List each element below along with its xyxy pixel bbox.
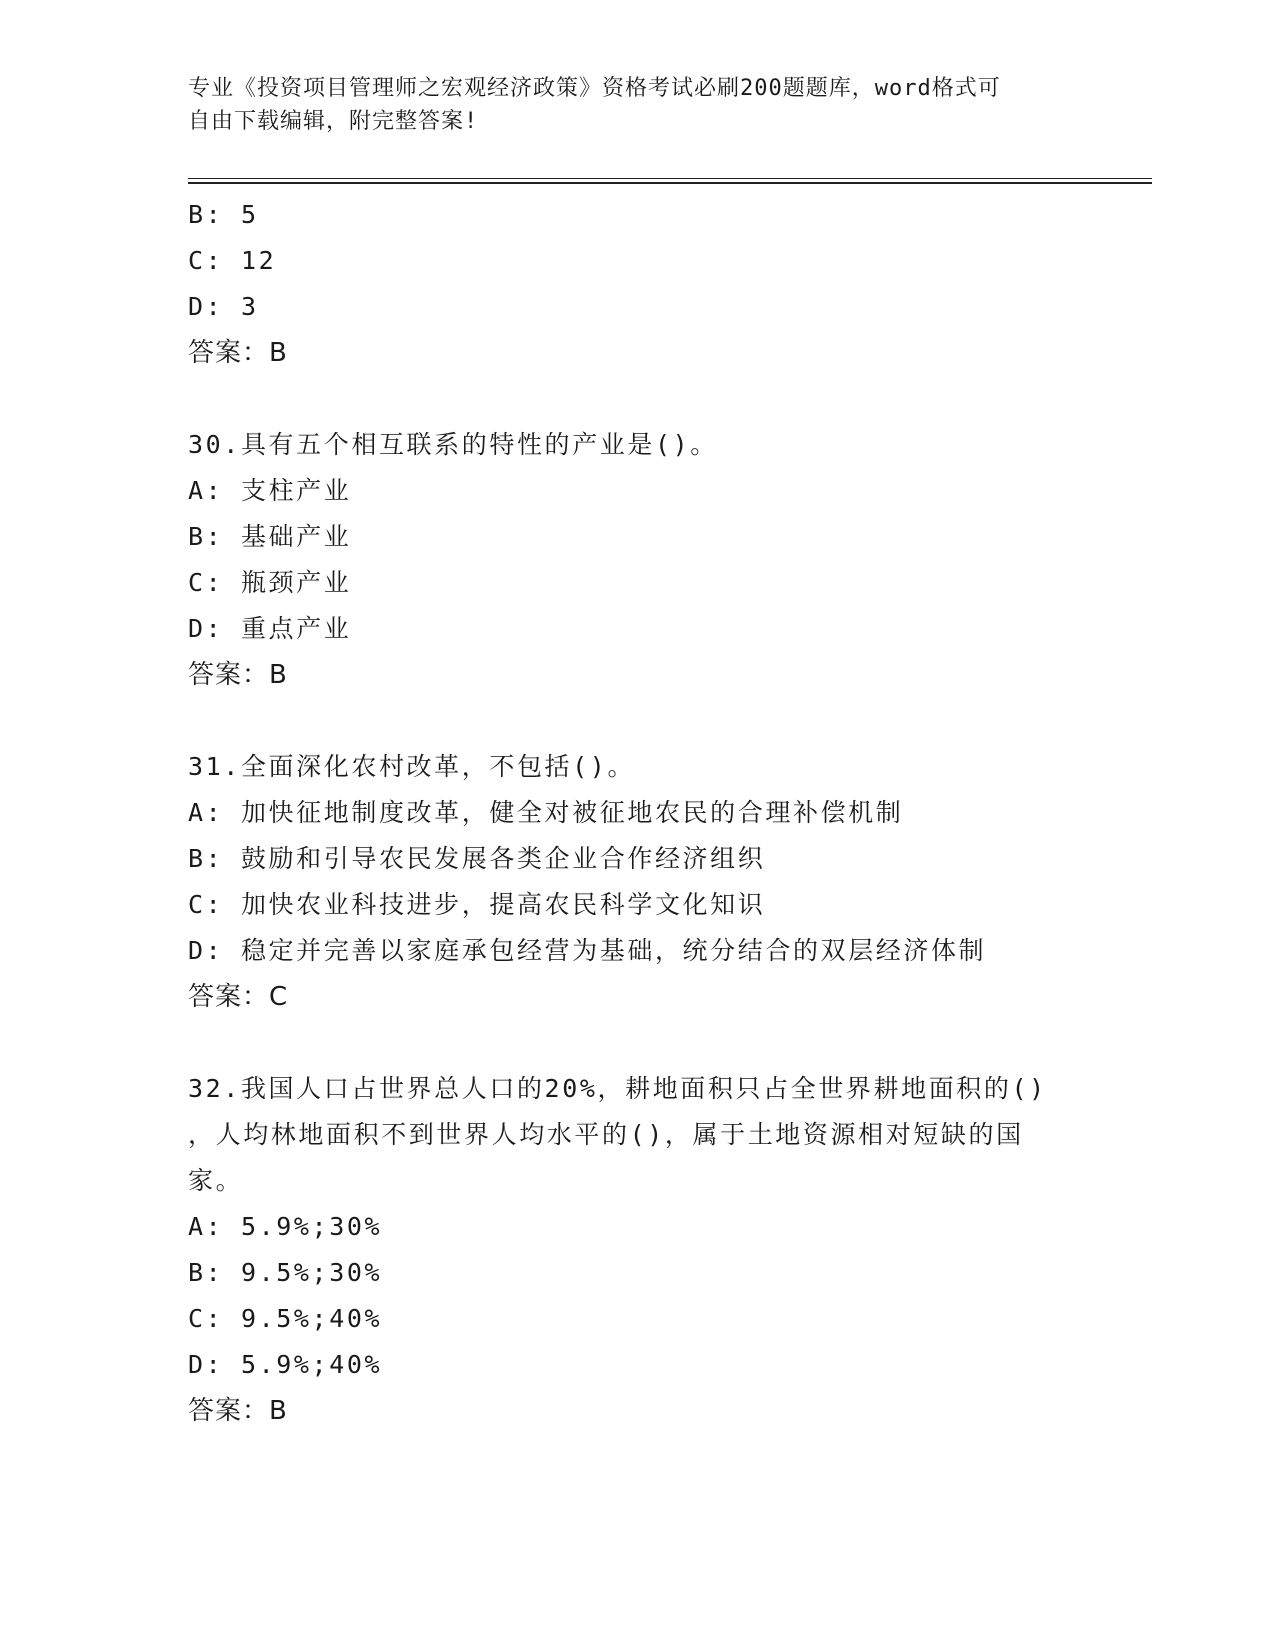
header-line-1: 专业《投资项目管理师之宏观经济政策》资格考试必刷200题题库，word格式可 xyxy=(188,76,1001,101)
question-stem-line-1: 32.我国人口占世界总人口的20%，耕地面积只占全世界耕地面积的() xyxy=(188,1074,1047,1103)
answer-line: 答案：C xyxy=(188,982,289,1012)
option-b: B: 9.5%;30% xyxy=(188,1258,383,1287)
option-b: B: 鼓励和引导农民发展各类企业合作经济组织 xyxy=(188,844,766,873)
option-a: A: 支柱产业 xyxy=(188,476,352,505)
question-31 xyxy=(188,744,1088,1020)
option-c: C: 9.5%;40% xyxy=(188,1304,383,1333)
option-d: D: 5.9%;40% xyxy=(188,1350,383,1379)
option-d: D: 3 xyxy=(188,292,259,321)
answer-line: 答案：B xyxy=(188,338,288,368)
option-b: B: 5 xyxy=(188,200,259,229)
option-d: D: 重点产业 xyxy=(188,614,352,643)
header-line-2: 自由下载编辑，附完整答案! xyxy=(188,109,479,134)
document-header xyxy=(188,72,1068,138)
option-a: A: 5.9%;30% xyxy=(188,1212,383,1241)
previous-question-tail xyxy=(188,192,1088,376)
question-stem-line-3: 家。 xyxy=(188,1166,244,1195)
question-stem: 31.全面深化农村改革，不包括()。 xyxy=(188,752,636,781)
option-c: C: 瓶颈产业 xyxy=(188,568,352,597)
header-divider-thin xyxy=(188,178,1152,179)
option-c: C: 加快农业科技进步，提高农民科学文化知识 xyxy=(188,890,766,919)
question-30 xyxy=(188,422,1088,698)
option-c: C: 12 xyxy=(188,246,277,275)
option-a: A: 加快征地制度改革，健全对被征地农民的合理补偿机制 xyxy=(188,798,904,827)
question-stem: 30.具有五个相互联系的特性的产业是()。 xyxy=(188,430,718,459)
question-32 xyxy=(188,1066,1088,1434)
answer-line: 答案：B xyxy=(188,660,288,690)
question-list xyxy=(188,192,1088,1434)
header-divider-thick xyxy=(188,182,1152,184)
option-d: D: 稳定并完善以家庭承包经营为基础，统分结合的双层经济体制 xyxy=(188,936,987,965)
answer-line: 答案：B xyxy=(188,1396,288,1426)
option-b: B: 基础产业 xyxy=(188,522,352,551)
question-stem-line-2: ，人均林地面积不到世界人均水平的()，属于土地资源相对短缺的国 xyxy=(188,1120,1024,1149)
